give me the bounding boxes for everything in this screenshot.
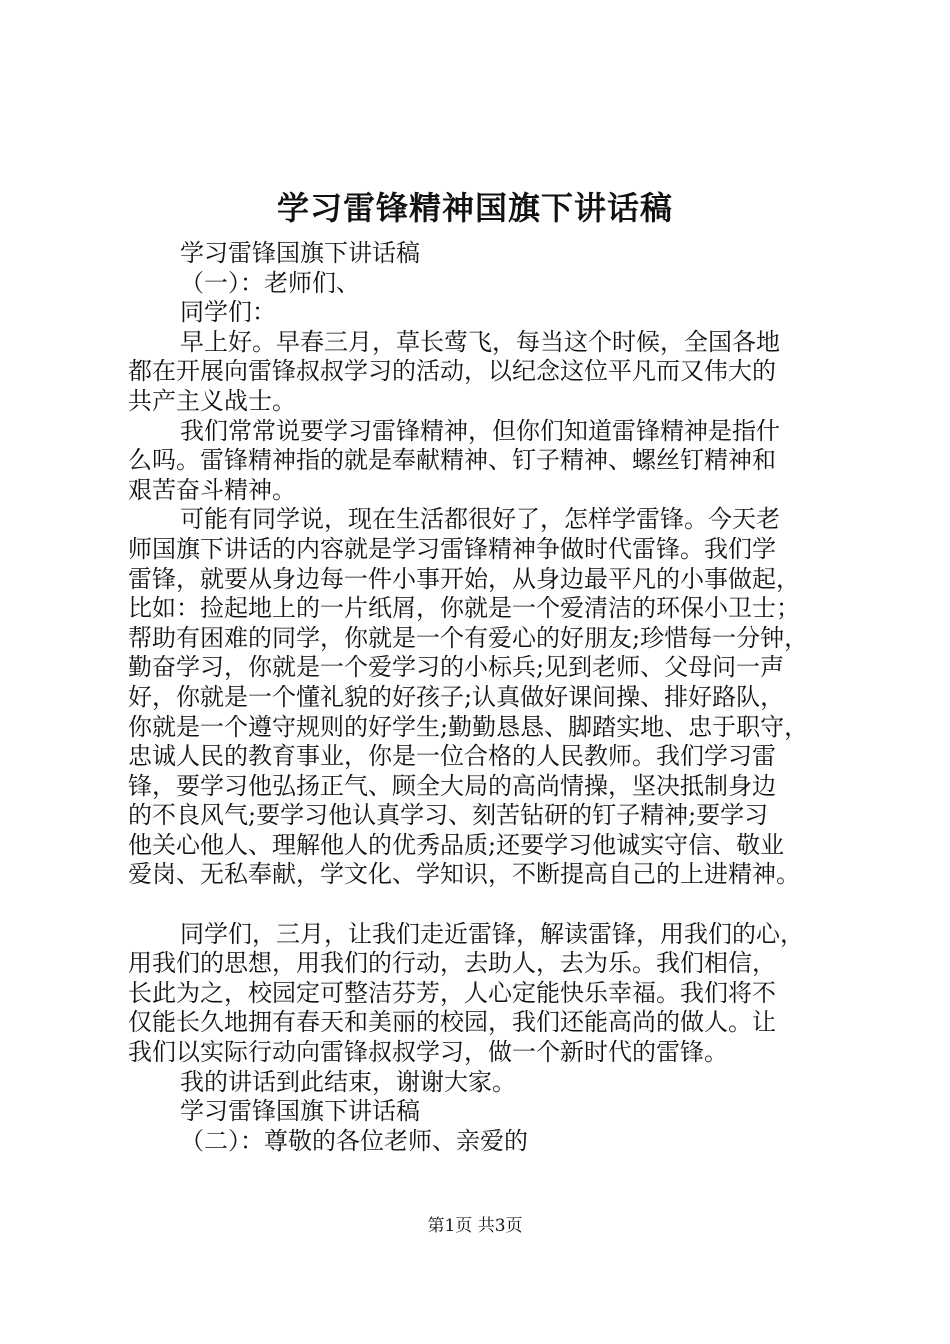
body-line: 雷锋，就要从身边每一件小事开始，从身边最平凡的小事做起， xyxy=(128,564,800,593)
body-line: 锋，要学习他弘扬正气、顾全大局的高尚情操，坚决抵制身边 xyxy=(128,771,776,800)
body-line: 我们以实际行动向雷锋叔叔学习，做一个新时代的雷锋。 xyxy=(128,1038,728,1067)
body-line: 我的讲话到此结束，谢谢大家。 xyxy=(180,1067,516,1096)
body-line: 你就是一个遵守规则的好学生;勤勤恳恳、脚踏实地、忠于职守， xyxy=(128,712,809,741)
body-line: （二）：尊敬的各位老师、亲爱的 xyxy=(180,1126,528,1155)
body-line: 帮助有困难的同学，你就是一个有爱心的好朋友;珍惜每一分钟， xyxy=(128,623,809,652)
body-line: 共产主义战士。 xyxy=(128,386,296,415)
page-footer: 第1页 共3页 xyxy=(427,1216,523,1236)
body-line: 比如：捡起地上的一片纸屑，你就是一个爱清洁的环保小卫士； xyxy=(128,594,800,623)
body-line: 艰苦奋斗精神。 xyxy=(128,475,296,504)
body-line: 可能有同学说，现在生活都很好了，怎样学雷锋。今天老 xyxy=(180,505,780,534)
document-title: 学习雷锋精神国旗下讲话稿 xyxy=(276,189,673,227)
body-line: 用我们的思想，用我们的行动，去助人，去为乐。我们相信， xyxy=(128,949,776,978)
body-line: 忠诚人民的教育事业，你是一位合格的人民教师。我们学习雷 xyxy=(128,742,776,771)
body-line: 同学们，三月，让我们走近雷锋，解读雷锋，用我们的心， xyxy=(180,919,804,948)
body-line: 师国旗下讲话的内容就是学习雷锋精神争做时代雷锋。我们学 xyxy=(128,534,776,563)
body-line: 长此为之，校园定可整洁芬芳，人心定能快乐幸福。我们将不 xyxy=(128,978,776,1007)
body-line: 我们常常说要学习雷锋精神，但你们知道雷锋精神是指什 xyxy=(180,416,780,445)
document-body xyxy=(128,239,850,1156)
body-line: 的不良风气;要学习他认真学习、刻苦钻研的钉子精神;要学习 xyxy=(128,801,769,830)
body-line: 同学们： xyxy=(180,298,276,327)
body-line: 学习雷锋国旗下讲话稿 xyxy=(180,1097,420,1126)
body-line: 么吗。雷锋精神指的就是奉献精神、钉子精神、螺丝钉精神和 xyxy=(128,446,776,475)
body-line: 学习雷锋国旗下讲话稿 xyxy=(180,239,420,267)
body-line: 他关心他人、理解他人的优秀品质;还要学习他诚实守信、敬业 xyxy=(128,830,785,859)
body-line: 都在开展向雷锋叔叔学习的活动，以纪念这位平凡而又伟大的 xyxy=(128,357,776,386)
body-line: 早上好。早春三月，草长莺飞，每当这个时候，全国各地 xyxy=(180,327,780,356)
body-line: 爱岗、无私奉献，学文化、学知识，不断提高自己的上进精神。 xyxy=(128,860,800,889)
body-line: （一）：老师们、 xyxy=(180,268,360,297)
body-line: 仅能长久地拥有春天和美丽的校园，我们还能高尚的做人。让 xyxy=(128,1008,776,1037)
blank-line xyxy=(128,890,850,920)
body-line: 勤奋学习，你就是一个爱学习的小标兵;见到老师、父母问一声 xyxy=(128,653,785,682)
body-line: 好，你就是一个懂礼貌的好孩子;认真做好课间操、排好路队， xyxy=(128,682,785,711)
